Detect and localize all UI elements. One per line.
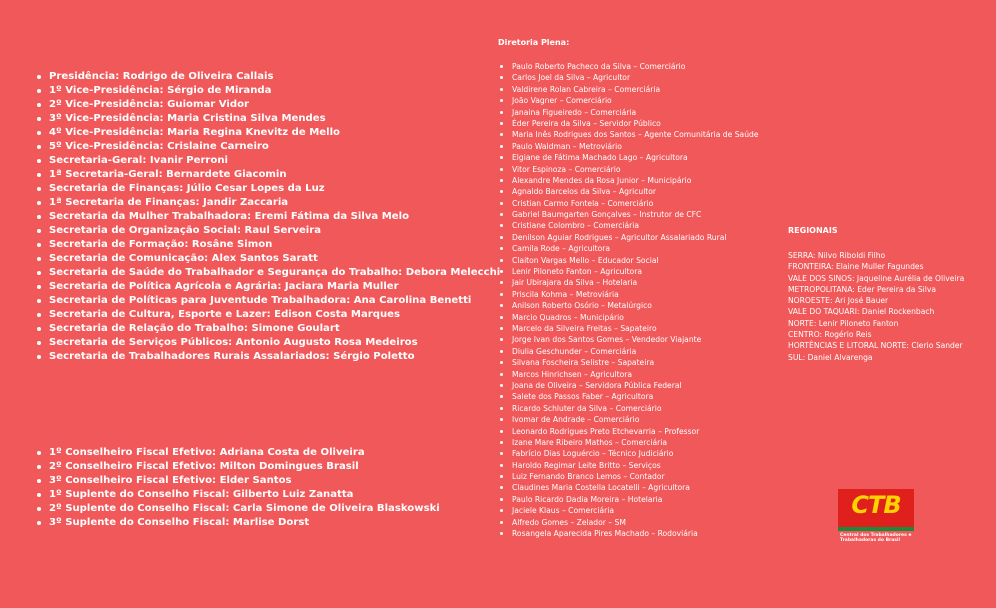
diretoria-plena-item: Claiton Vargas Mello – Educador Social (500, 255, 759, 266)
diretoria-item: Secretaria de Política Agrícola e Agrária: Jaciara Maria Muller (36, 280, 500, 294)
diretoria-plena-item: Valdirene Rolan Cabreira – Comerciária (500, 84, 759, 95)
diretoria-plena-item: Alfredo Gomes – Zelador – SM (500, 517, 759, 528)
diretoria-plena-item: Alexandre Mendes da Rosa Junior – Municipário (500, 175, 759, 186)
diretoria-plena-item: Fabrício Dias Loguércio – Técnico Judiciário (500, 448, 759, 459)
diretoria-plena-item: Salete dos Passos Faber – Agricultora (500, 391, 759, 402)
conselho-fiscal-item: 3º Suplente do Conselho Fiscal: Marlise Dorst (36, 516, 440, 530)
diretoria-plena-item: Claudines Maria Costella Locatelli – Agricultora (500, 482, 759, 493)
conselho-fiscal-item: 1º Conselheiro Fiscal Efetivo: Adriana Costa de Oliveira (36, 446, 440, 460)
conselho-fiscal-list (36, 446, 440, 530)
conselho-fiscal-item: 1º Suplente do Conselho Fiscal: Gilberto Luiz Zanatta (36, 488, 440, 502)
diretoria-plena-item: Izane Mare Ribeiro Mathos – Comerciária (500, 437, 759, 448)
diretoria-plena-item: Gabriel Baumgarten Gonçalves – Instrutor de CFC (500, 209, 759, 220)
diretoria-item: 4º Vice-Presidência: Maria Regina Knevitz de Mello (36, 126, 500, 140)
diretoria-plena-item: Vitor Espinoza – Comerciário (500, 164, 759, 175)
conselho-fiscal-item: 3º Conselheiro Fiscal Efetivo: Elder Santos (36, 474, 440, 488)
regionais-title: REGIONAIS (788, 226, 838, 235)
diretoria-item: Secretaria de Trabalhadores Rurais Assalariados: Sérgio Poletto (36, 350, 500, 364)
diretoria-plena-item: Marcos Hinrichsen – Agricultora (500, 369, 759, 380)
diretoria-item: Secretaria de Finanças: Júlio Cesar Lopes da Luz (36, 182, 500, 196)
regional-item: SUL: Daniel Alvarenga (788, 352, 873, 362)
diretoria-plena-item: Cristian Carmo Fontela – Comerciário (500, 198, 759, 209)
diretoria-item: 2º Vice-Presidência: Guiomar Vidor (36, 98, 500, 112)
diretoria-plena-item: Ricardo Schluter da Silva – Comerciário (500, 403, 759, 414)
regional-item: NORTE: Lenir Piloneto Fanton (788, 318, 899, 328)
logo-subtitle: Central dos Trabalhadores e Trabalhadoras do Brasil (840, 533, 912, 543)
diretoria-plena-item: Camila Rode – Agricultora (500, 243, 759, 254)
diretoria-plena-item: Haroldo Regimar Leite Britto – Serviços (500, 460, 759, 471)
diretoria-plena-item: Lenir Piloneto Fanton – Agricultora (500, 266, 759, 277)
diretoria-plena-item: Maria Inês Rodrigues dos Santos – Agente Comunitária de Saúde (500, 129, 759, 140)
diretoria-plena-item: Joana de Oliveira – Servidora Pública Federal (500, 380, 759, 391)
diretoria-plena-item: Janaina Figueiredo – Comerciária (500, 107, 759, 118)
diretoria-plena-item: Cristiane Colombro – Comerciária (500, 220, 759, 231)
diretoria-plena-item: Luiz Fernando Branco Lemos – Contador (500, 471, 759, 482)
diretoria-plena-list (500, 61, 759, 539)
diretoria-item: Presidência: Rodrigo de Oliveira Callais (36, 70, 500, 84)
diretoria-item: Secretaria de Relação do Trabalho: Simone Goulart (36, 322, 500, 336)
diretoria-item: Secretaria de Comunicação: Alex Santos Saratt (36, 252, 500, 266)
diretoria-plena-item: Jaciele Klaus – Comerciária (500, 505, 759, 516)
diretoria-plena-item: Carlos Joel da Silva – Agricultor (500, 72, 759, 83)
conselho-fiscal-item: 2º Conselheiro Fiscal Efetivo: Milton Domingues Brasil (36, 460, 440, 474)
diretoria-plena-item: Priscila Kohma – Metroviária (500, 289, 759, 300)
diretoria-plena-item: João Vagner – Comerciário (500, 95, 759, 106)
regional-item: NOROESTE: Ari José Bauer (788, 296, 889, 306)
regional-item: METROPOLITANA: Eder Pereira da Silva (788, 284, 937, 294)
diretoria-item: Secretaria de Políticas para Juventude Trabalhadora: Ana Carolina Benetti (36, 294, 500, 308)
regionais-list (788, 250, 964, 363)
diretoria-plena-item: Paulo Roberto Pacheco da Silva – Comerciário (500, 61, 759, 72)
diretoria-plena-item: Diulia Geschunder – Comerciária (500, 346, 759, 357)
diretoria-item: 3º Vice-Presidência: Maria Cristina Silva Mendes (36, 112, 500, 126)
diretoria-plena-item: Marcio Quadros – Municipário (500, 312, 759, 323)
regional-item: CENTRO: Rogério Reis (788, 330, 872, 340)
diretoria-item: Secretaria de Formação: Rosâne Simon (36, 238, 500, 252)
diretoria-item: Secretaria de Saúde do Trabalhador e Segurança do Trabalho: Debora Melecchi (36, 266, 500, 280)
diretoria-list (36, 70, 500, 364)
diretoria-item: 5º Vice-Presidência: Crislaine Carneiro (36, 140, 500, 154)
conselho-fiscal-item: 2º Suplente do Conselho Fiscal: Carla Simone de Oliveira Blaskowski (36, 502, 440, 516)
diretoria-item: Secretaria da Mulher Trabalhadora: Eremi Fátima da Silva Melo (36, 210, 500, 224)
diretoria-item: Secretaria de Serviços Públicos: Antonio Augusto Rosa Medeiros (36, 336, 500, 350)
diretoria-plena-title: Diretoria Plena: (498, 38, 570, 47)
diretoria-plena-item: Leonardo Rodrigues Preto Etchevarria – Professor (500, 426, 759, 437)
diretoria-plena-item: Éder Pereira da Silva – Servidor Público (500, 118, 759, 129)
regional-item: VALE DOS SINOS: Jaqueline Aurélia de Oliveira (788, 273, 965, 283)
diretoria-item: 1º Vice-Presidência: Sérgio de Miranda (36, 84, 500, 98)
ctb-logo (838, 487, 918, 547)
diretoria-item: 1ª Secretaria-Geral: Bernardete Giacomin (36, 168, 500, 182)
diretoria-plena-item: Marcelo da Silveira Freitas – Sapateiro (500, 323, 759, 334)
diretoria-plena-item: Agnaldo Barcelos da Silva – Agricultor (500, 186, 759, 197)
diretoria-item: Secretaria de Cultura, Esporte e Lazer: Edison Costa Marques (36, 308, 500, 322)
diretoria-item: Secretaria-Geral: Ivanir Perroni (36, 154, 500, 168)
diretoria-plena-item: Jair Ubirajara da Silva – Hotelaria (500, 277, 759, 288)
diretoria-plena-item: Silvana Foscheira Selistre – Sapateira (500, 357, 759, 368)
diretoria-plena-item: Jorge Ivan dos Santos Gomes – Vendedor Viajante (500, 334, 759, 345)
diretoria-plena-item: Rosangela Aparecida Pires Machado – Rodoviária (500, 528, 759, 539)
logo-text: CTB (851, 491, 901, 519)
diretoria-plena-item: Denilson Aguiar Rodrigues – Agricultor Assalariado Rural (500, 232, 759, 243)
diretoria-plena-item: Paulo Waldman – Metroviário (500, 141, 759, 152)
regional-item: HORTÊNCIAS E LITORAL NORTE: Clerio Sander (788, 341, 963, 351)
regional-item: VALE DO TAQUARI: Daniel Rockenbach (788, 307, 935, 317)
diretoria-plena-item: Paulo Ricardo Dadia Moreira – Hotelaria (500, 494, 759, 505)
diretoria-item: 1ª Secretaria de Finanças: Jandir Zaccaria (36, 196, 500, 210)
logo-stripe (838, 527, 914, 531)
diretoria-plena-item: Anilson Roberto Osório – Metalúrgico (500, 300, 759, 311)
regional-item: FRONTEIRA: Elaine Muller Fagundes (788, 262, 924, 272)
regional-item: SERRA: Nilvo Riboldi Filho (788, 251, 886, 260)
diretoria-item: Secretaria de Organização Social: Raul Serveira (36, 224, 500, 238)
diretoria-plena-item: Ivomar de Andrade – Comerciário (500, 414, 759, 425)
diretoria-plena-item: Elgiane de Fátima Machado Lago – Agricultora (500, 152, 759, 163)
